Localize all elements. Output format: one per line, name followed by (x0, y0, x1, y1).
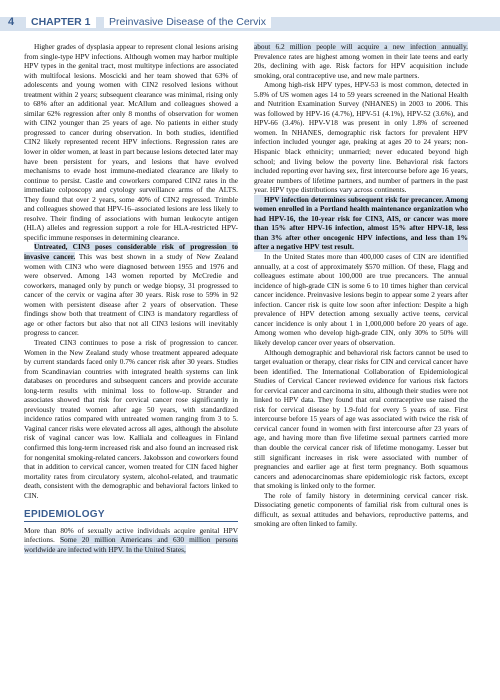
paragraph-text: More than 80% of sexually active individuals acquire genital HPV infections. (24, 525, 238, 545)
paragraph: In the United States more than 400,000 cases of CIN are identified annually, at a cost of approximately $570 million. Of these, Flagg and colleagues estimate about 100,000 are true precancers. The annual incidence of high-grade CIN is some 6 to 10 times higher than cervical cancer incidence. Preinvasive lesions begin to appear some 2 years after infection. Cancer risk is quite low soon after infection: Despite a high prevalence of HPV detection among sexually active teens, cervical cancer incidence is only about 1 in 1,000,000 before 20 years of age. Among women who develop high-grade CIN, only 30% to 50% will likely develop cancer over years of observation. (254, 252, 468, 347)
paragraph: The role of family history in determining cervical cancer risk. Dissociating genetic components of familial risk from cultural ones is difficult, as sexual attitudes and behaviors, reproductive patterns, and smoking are often linked to family. (254, 490, 468, 529)
highlighted-lead-sentence: Untreated, CIN3 poses considerable risk of progression to invasive cancer. (24, 242, 238, 262)
chapter-title: Preinvasive Disease of the Cervix (104, 16, 271, 28)
highlighted-paragraph: HPV infection determines subsequent risk for precancer. Among women enrolled in a Portland health maintenance organization who had HPV-16, the 10-year risk for CIN3, AIS, or cancer was more than 15% after HPV-16 infection, almost 15% after HPV-18, less than 3% after other oncogenic HPV infections, and less than 1% after a negative HPV test result. (254, 194, 468, 252)
highlighted-text: about 6.2 million people will acquire a new infection annually. (254, 42, 468, 51)
paragraph: Although demographic and behavioral risk factors cannot be used to target evaluation or therapy, clear risks for CIN and cervical cancer have been identified. The International Collaboration of Epidemiological Studies of Cervical Cancer reviewed evidence for various risk factors for cervical cancer and carcinoma in situ, although their studies were not linked to HPV data. They found that oral contraceptive use raised the risk for cervical disease by 1.9-fold for every 5 years of use. First intercourse before 15 years of age was associated with twice the risk of cervical cancer found in women with first intercourse after 23 years of age, and having more than five lifetime sexual partners carried more than double the cervical cancer risk of lifetime monogamy. Lesser but still significant increases in risk were associated with number of pregnancies and earlier age at first term pregnancy. Both squamous cancers and adenocarcinomas share epidemiologic risk factors, except that smoking is linked only to the former. (254, 347, 468, 491)
highlighted-text: Some 20 million Americans and 630 million persons worldwide are infected with HPV. In the United States, (24, 535, 238, 554)
left-column (24, 42, 238, 554)
paragraph: Higher grades of dysplasia appear to represent clonal lesions arising from single-type HPV infections. Although women may harbor multiple HPV types in the genital tract, most multitype infections are associated with multifocal lesions. Moscicki and her team showed that 63% of adolescents and young women with CIN2 resolved lesions without treatment within 2 years; subsequent clearance was minimal, rising only to 68% after an additional year. McAllum and colleagues showed a similar 62% regression after only 8 months of observation for women with CIN2 younger than 25 years of age. No patients in either study progressed to cancer during observation. In both studies, identified CIN2 likely represented recent HPV infections. Regression rates are lower in older women, at least in part because lesions detected later may have been persistent for years, and lesions that have evolved mechanisms to evade host immune-mediated clearance are likely to continue to persist. Castle and coworkers compared CIN2 rates in the immediate colposcopy and cytology surveillance arms of the ALTS. They found that over 2 years, some 40% of CIN2 regressed. Trimble and colleagues showed that HPV-16–associated lesions are less likely to resolve. Their finding of associations with human leukocyte antigen (HLA) alleles and regression support a role for HLA-restricted HPV-specific immune responses in determining clearance. (24, 42, 238, 242)
paragraph (24, 242, 238, 337)
chapter-label: CHAPTER 1 (26, 16, 96, 28)
running-header (0, 14, 500, 36)
paragraph-text: This was best shown in a study of New Zealand women with CIN3 who were diagnosed between 1955 and 1976 and were observed. Among 143 women reported by McCredie and coworkers, managed only by punch or wedge biopsy, 31 progressed to cancer of the cervix or vagina after 30 years. Risk rose to 59% in 92 women with persistent disease after 2 years of observation. These findings show both that treatment of CIN3 is mandatory regardless of age or other factors but also that not all CIN3 lesions will inevitably progress to cancer. (24, 252, 238, 338)
right-column (254, 42, 468, 529)
section-heading: EPIDEMIOLOGY (24, 510, 238, 522)
paragraph (254, 42, 468, 80)
paragraph-text: Prevalence rates are highest among women in their late teens and early 20s, declining with age. Risk factors for HPV acquisition include smoking, oral contraceptive use, and new male partners. (254, 51, 468, 80)
page-number: 4 (8, 16, 15, 28)
paragraph: Among high-risk HPV types, HPV-53 is most common, detected in 5.8% of US women ages 14 to 59 years screened in the National Health and Nutrition Examination Survey (NHANES) in 2003 to 2006. This was followed by HPV-16 (4.7%), HPV-51 (4.1%), HPV-52 (3.6%), and HPV-66 (3.4%). HPV-V18 was present in only 1.8% of screened women. In NHANES, demographic risk factors for prevalent HPV infection included younger age, peaking at ages 20 to 24 years; non-Hispanic black ethnicity; unmarried; never educated beyond high school; and living below the poverty line. Behavioral risk factors included reporting ever having sex, first intercourse before age 16 years, greater numbers of lifetime partners, and number of partners in the past year. HPV type distributions vary across continents. (254, 80, 468, 195)
paragraph: Treated CIN3 continues to pose a risk of progression to cancer. Women in the New Zealand study whose treatment appeared adequate by current standards faced only 0.7% cancer risk after 30 years. Studies from Scandinavian countries with integrated health systems can link databases on procedures and subsequent cancers and provide accurate long-term results with minimal loss to follow-up. Strander and associates showed that risk for cervical cancer rose significantly in previously treated women after age 50 years, with standardized incidence ratios compared with untreated women ranging from 3 to 5. Vaginal cancer risks were elevated across all ages, although the absolute risk of vaginal cancer was low. Kalliala and colleagues in Finland confirmed this long-term increased risk and also found an increased risk for nongenital smoking-related cancers. Jakobsson and coworkers found that in addition to cervical cancer, women treated for CIN faced higher mortality rates from circulatory system, alcohol-related, and traumatic death, consistent with the demographic and behavioral factors linked to CIN. (24, 337, 238, 500)
paragraph (24, 526, 238, 555)
